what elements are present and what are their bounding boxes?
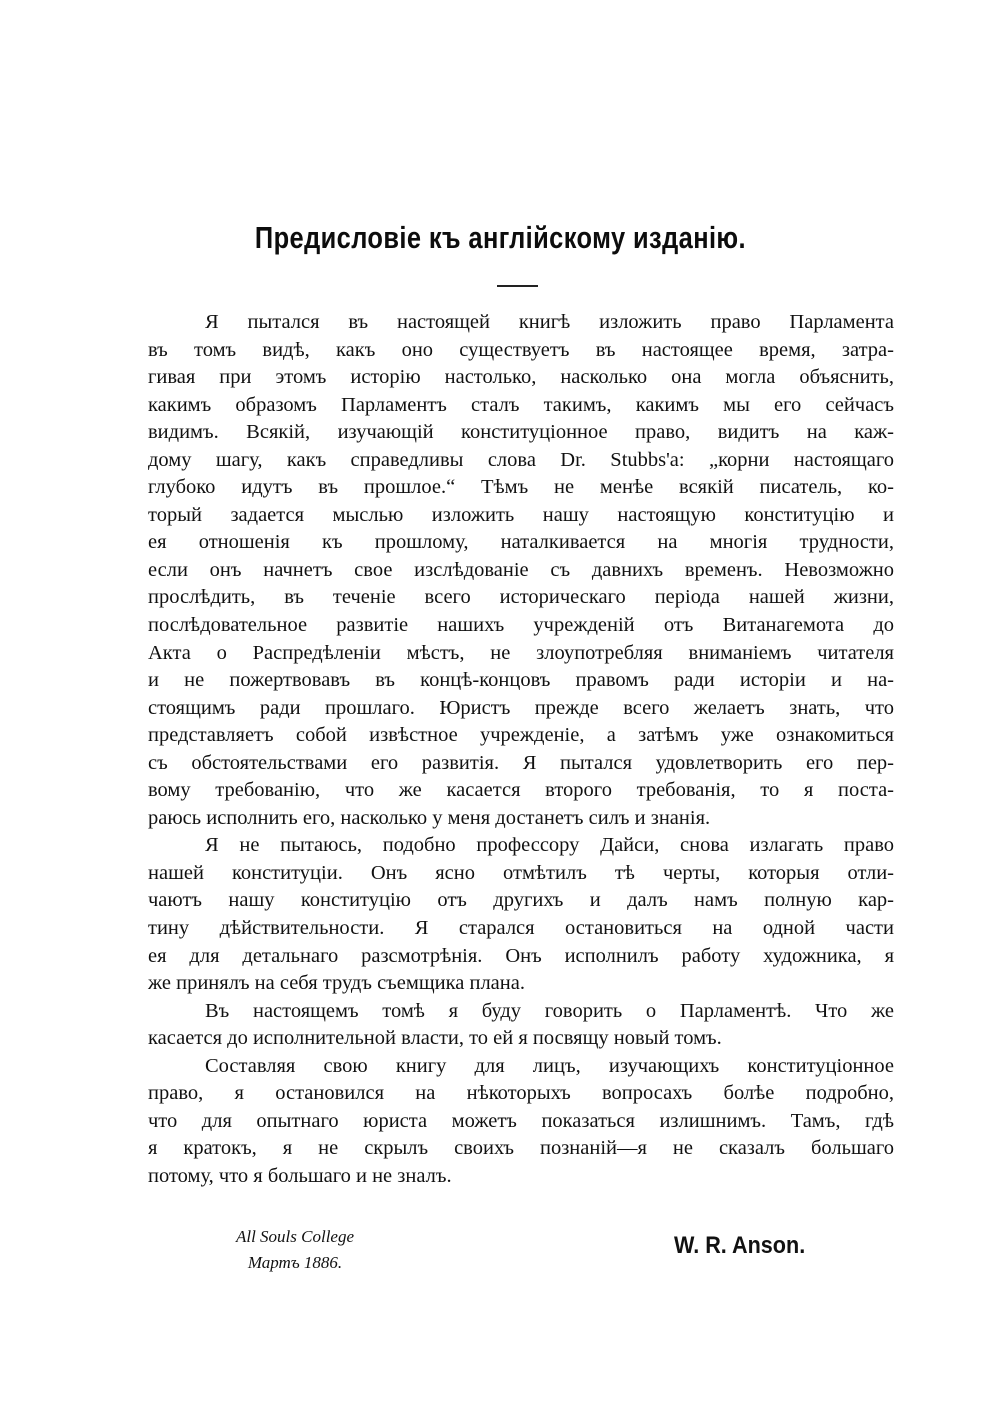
- text-line: потому, что я большаго и не зналъ.: [148, 1164, 452, 1187]
- text-line: глубоко идутъ въ прошлое.“ Тѣмъ не менѣе всякій писатель, ко-: [148, 476, 894, 499]
- text-line: если онъ начнетъ свое изслѣдованіе съ давнихъ временъ. Невозможно: [148, 558, 894, 581]
- text-line: раюсь исполнить его, насколько у меня достанетъ силъ и знанія.: [148, 806, 711, 829]
- text-line: касается до исполнительной власти, то ей я посвящу новый томъ.: [148, 1027, 722, 1050]
- paragraph: [148, 998, 894, 1053]
- text-line: я кратокъ, я не скрылъ своихъ познаній—я не сказалъ большаго: [148, 1137, 894, 1160]
- place: All Souls College: [235, 1227, 355, 1246]
- title-divider: [497, 285, 538, 287]
- text-line: гивая при этомъ исторію настолько, насколько она могла объяснить,: [148, 366, 894, 389]
- text-line: право, я остановился на нѣкоторыхъ вопросахъ болѣе подробно,: [148, 1082, 894, 1105]
- title-text: Предисловіе къ англійскому изданію.: [254, 220, 746, 255]
- text-line: Акта о Распредѣленіи мѣстъ, не злоупотребляя вниманіемъ читателя: [148, 641, 894, 664]
- text-line: нашей конституціи. Онъ ясно отмѣтилъ тѣ черты, которыя отли-: [148, 861, 894, 884]
- text-line: стоящимъ ради прошлаго. Юристъ прежде всего желаетъ знать, что: [148, 696, 894, 719]
- text-line: какимъ образомъ Парламентъ сталъ такимъ, какимъ мы его сейчасъ: [148, 393, 894, 416]
- text-line: Я пытался въ настоящей книгѣ изложить право Парламента: [205, 311, 894, 333]
- text-line: что для опытнаго юриста можетъ показаться излишнимъ. Тамъ, гдѣ: [148, 1109, 894, 1132]
- paragraph: [148, 1053, 894, 1191]
- text-line: ея отношенія къ прошлому, наталкивается на многія трудности,: [148, 531, 894, 554]
- text-line: ея для детальнаго разсмотрѣнія. Онъ исполнилъ работу художника, я: [148, 944, 894, 967]
- text-line: чаютъ нашу конституцію отъ другихъ и далъ намъ полную кар-: [148, 889, 894, 912]
- page-title: [0, 220, 1000, 256]
- paragraph: [148, 832, 894, 997]
- text-line: видимъ. Всякій, изучающій конституціонное право, видитъ на каж-: [148, 421, 894, 444]
- text-line: тину дѣйствительности. Я старался остановиться на одной части: [148, 917, 894, 940]
- text-line: же принялъ на себя трудъ съемщика плана.: [148, 972, 525, 995]
- text-line: въ томъ видѣ, какъ оно существуетъ въ настоящее время, затра-: [148, 338, 894, 361]
- paragraph: [148, 309, 894, 832]
- text-line: и не пожертвовавъ въ концѣ-концовъ правомъ ради исторіи и на-: [148, 669, 894, 692]
- text-line: Я не пытаюсь, подобно профессору Дайси, снова излагать право: [205, 834, 894, 857]
- text-line: вому требованію, что же касается второго требованія, то я поста-: [148, 779, 894, 802]
- text-line: представляетъ собой извѣстное учрежденіе, а затѣмъ уже ознакомиться: [148, 724, 894, 747]
- text-line: дому шагу, какъ справедливы слова Dr. Stubbs'a: „корни настоящаго: [148, 448, 894, 471]
- text-line: Въ настоящемъ томѣ я буду говорить о Парламентѣ. Что же: [205, 999, 894, 1022]
- text-line: съ обстоятельствами его развитія. Я пытался удовлетворить его пер-: [148, 751, 894, 774]
- text-line: Составляя свою книгу для лицъ, изучающихъ конституціонное: [205, 1054, 894, 1077]
- place-and-date: [200, 1224, 390, 1276]
- date: Мартъ 1886.: [247, 1253, 343, 1272]
- signature: W. R. Anson.: [674, 1232, 806, 1259]
- text-line: послѣдовательное развитіе нашихъ учрежденій отъ Витанагемота до: [148, 614, 894, 637]
- text-line: прослѣдить, въ теченіе всего историческаго періода нашей жизни,: [148, 586, 894, 609]
- preface-body: [148, 309, 894, 1191]
- text-line: торый задается мыслью изложить нашу настоящую конституцію и: [148, 503, 894, 526]
